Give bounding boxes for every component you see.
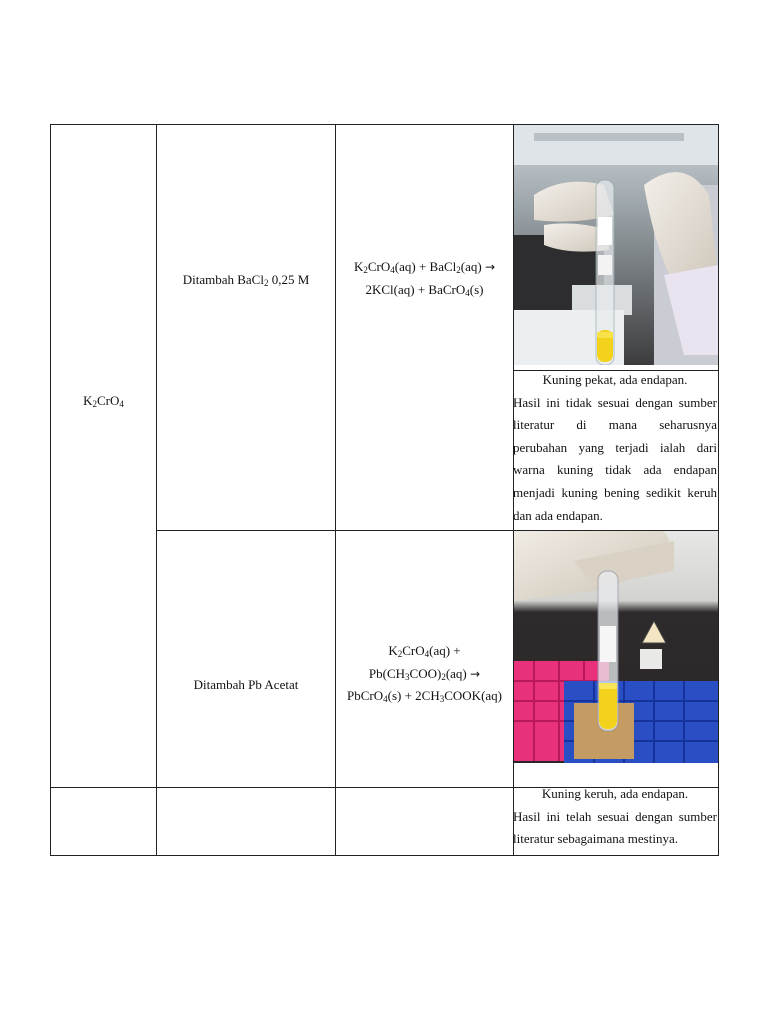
table-border-right bbox=[718, 124, 719, 856]
treatment-row-2: Ditambah Pb Acetat bbox=[193, 677, 299, 692]
col-divider-1 bbox=[156, 124, 157, 856]
compound-label: $K_2CrO_4$ bbox=[83, 393, 124, 409]
treatment-row-1: Ditambah BaCl$_2$ 0,25 M bbox=[182, 272, 310, 288]
table-border-bottom bbox=[50, 855, 719, 856]
test-tube-photo-1 bbox=[514, 125, 718, 365]
arrow-icon: → bbox=[470, 666, 481, 681]
reaction-row-1: $K_2CrO_4(aq)$ + BaCl$_2$(aq) → 2KCl(aq) + BaCrO$_4$(s) bbox=[353, 259, 495, 298]
reaction-row-2: $K_2CrO_4(aq)$ + $Pb(CH_3COO)_2(aq)$ → PbCrO$_4$(s) + $2CH_3COOK(aq)$ bbox=[347, 643, 502, 704]
col-divider-2 bbox=[335, 124, 336, 856]
table-border-left bbox=[50, 124, 51, 856]
observation-row-2: Kuning keruh, ada endapan. Hasil ini telah sesuai dengan sumber literatur sebagaimana mestinya. bbox=[513, 786, 717, 847]
observation-row-1: Kuning pekat, ada endapan. Hasil ini tidak sesuai dengan sumber literatur di mana seharusnya perubahan yang terjadi ialah dari warna kuning tidak ada endapan menjadi kuning bening sedikit keruh dan ada endapan. bbox=[513, 372, 717, 523]
test-tube-photo-2 bbox=[514, 531, 718, 763]
arrow-icon: → bbox=[484, 260, 495, 274]
